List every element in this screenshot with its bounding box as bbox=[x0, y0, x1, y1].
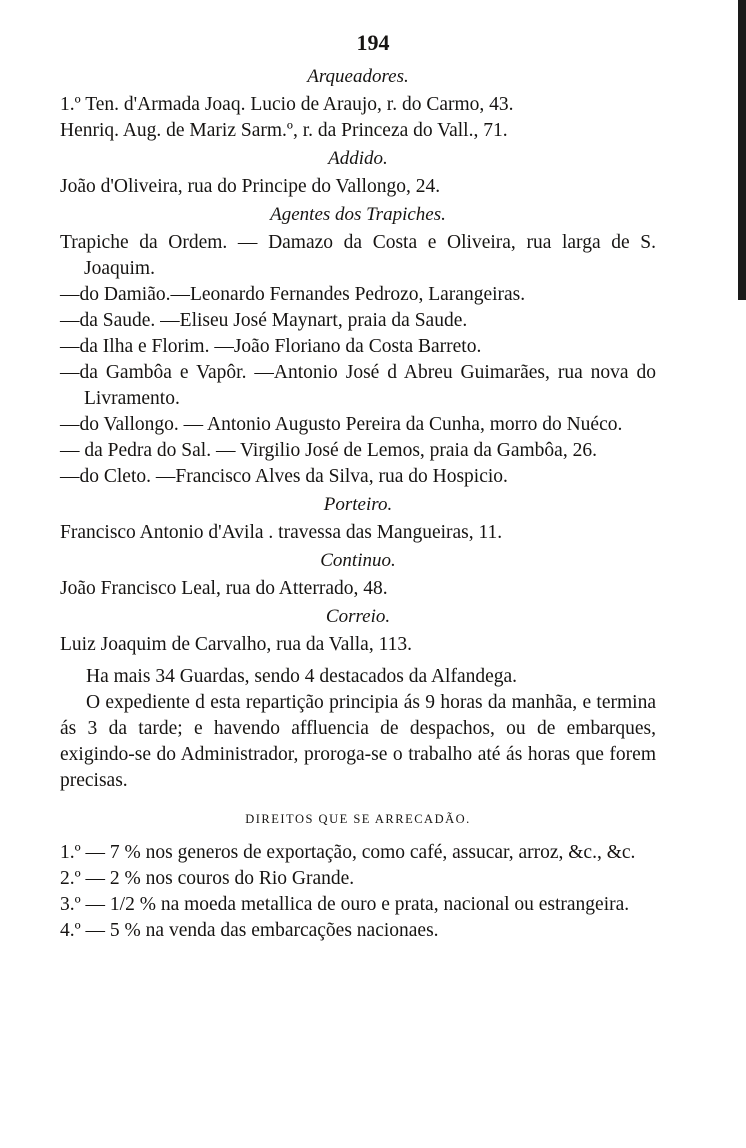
section-heading-correio: Correio. bbox=[325, 606, 391, 627]
entry-direito-4: 4.º — 5 % na venda das embarcações nacionaes. bbox=[60, 920, 439, 941]
entry-agente-5: —da Gambôa e Vapôr. —Antonio José d Abreu Guimarães, rua nova do Livramento. bbox=[60, 362, 656, 409]
section-heading-addido: Addido. bbox=[328, 148, 388, 169]
entry-agente-7: — da Pedra do Sal. — Virgilio José de Lemos, praia da Gambôa, 26. bbox=[60, 440, 597, 461]
section-heading-direitos: DIREITOS QUE SE ARRECADÃO. bbox=[245, 812, 471, 826]
page-number: 194 bbox=[356, 30, 390, 55]
entry-continuo-1: João Francisco Leal, rua do Atterrado, 48. bbox=[60, 578, 388, 599]
entry-agente-3: —da Saude. —Eliseu José Maynart, praia da Saude. bbox=[60, 310, 468, 331]
entry-arqueador-2: Henriq. Aug. de Mariz Sarm.º, r. da Princeza do Vall., 71. bbox=[60, 120, 508, 141]
entry-addido-1: João d'Oliveira, rua do Principe do Vallongo, 24. bbox=[60, 176, 441, 197]
page-content bbox=[60, 62, 656, 944]
section-heading-arqueadores: Arqueadores. bbox=[307, 66, 409, 87]
section-heading-agentes: Agentes dos Trapiches. bbox=[270, 204, 446, 225]
entry-direito-1: 1.º — 7 % nos generos de exportação, como café, assucar, arroz, &c., &c. bbox=[60, 842, 636, 863]
paragraph-expediente: O expediente d esta repartição principia ás 9 horas da manhãa, e termina ás 3 da tarde; e havendo affluencia de despachos, ou de embarques, exigindo-se do Administrador, proroga-se o trabalho até ás horas que forem precisas. bbox=[60, 692, 656, 791]
section-heading-continuo: Continuo. bbox=[320, 550, 396, 571]
entry-agente-4: —da Ilha e Florim. —João Floriano da Costa Barreto. bbox=[60, 336, 482, 357]
entry-agente-2: —do Damião.—Leonardo Fernandes Pedrozo, Larangeiras. bbox=[60, 284, 526, 305]
entry-arqueador-1: 1.º Ten. d'Armada Joaq. Lucio de Araujo, r. do Carmo, 43. bbox=[60, 94, 514, 115]
entry-agente-8: —do Cleto. —Francisco Alves da Silva, rua do Hospicio. bbox=[60, 466, 508, 487]
entry-correio-1: Luiz Joaquim de Carvalho, rua da Valla, 113. bbox=[60, 634, 412, 655]
entry-agente-1: Trapiche da Ordem. — Damazo da Costa e Oliveira, rua larga de S. Joaquim. bbox=[60, 232, 656, 279]
entry-direito-2: 2.º — 2 % nos couros do Rio Grande. bbox=[60, 868, 355, 889]
paragraph-guardas: Ha mais 34 Guardas, sendo 4 destacados da Alfandega. bbox=[86, 666, 518, 687]
entry-agente-6: —do Vallongo. — Antonio Augusto Pereira da Cunha, morro do Nuéco. bbox=[60, 414, 623, 435]
section-heading-porteiro: Porteiro. bbox=[323, 494, 393, 515]
entry-direito-3: 3.º — 1/2 % na moeda metallica de ouro e prata, nacional ou estrangeira. bbox=[60, 894, 630, 915]
entry-porteiro-1: Francisco Antonio d'Avila . travessa das Mangueiras, 11. bbox=[60, 522, 503, 543]
